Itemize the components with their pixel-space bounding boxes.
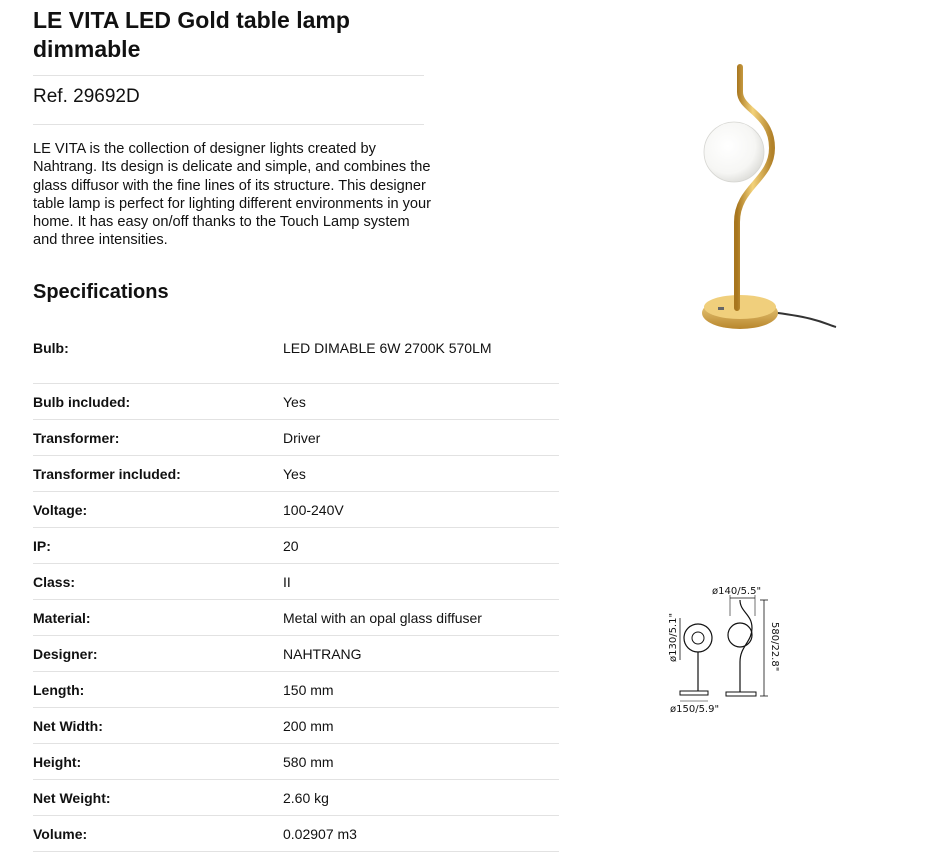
spec-value: Metal with an opal glass diffuser [283, 610, 482, 626]
top-dimension-label: ø140/5.5" [712, 586, 762, 597]
spec-row-net-weight [33, 780, 559, 816]
spec-label: Net Weight: [33, 790, 111, 806]
product-reference: Ref. 29692D [33, 86, 140, 107]
product-description: LE VITA is the collection of designer lights created by Nahtrang. Its design is delicate and simple, and combines the glass diffusor with the fine lines of its structure. This designer table lamp is perfect for lighting different environments in your home. It has easy on/off thanks to the Touch Lamp system and three intensities. [33, 141, 432, 249]
spec-value: 200 mm [283, 718, 334, 734]
spec-value: II [283, 574, 291, 590]
spec-label: IP: [33, 538, 51, 554]
height-dimension-label: 580/22.8" [769, 622, 780, 672]
divider [33, 124, 424, 125]
spec-label: Bulb included: [33, 394, 131, 410]
spec-label: Length: [33, 682, 85, 698]
dimension-drawing [660, 578, 790, 718]
side-dimension-label: ø130/5.1" [668, 612, 679, 662]
spec-value: 150 mm [283, 682, 334, 698]
spec-label: Net Width: [33, 718, 103, 734]
lamp-arm [737, 67, 772, 308]
spec-value: 0.02907 m3 [283, 826, 357, 842]
spec-row-volume [33, 816, 559, 852]
spec-row-material [33, 600, 559, 636]
spec-row-bulb-included [33, 384, 559, 420]
spec-label: Transformer included: [33, 466, 181, 482]
spec-label: Material: [33, 610, 91, 626]
spec-label: Class: [33, 574, 76, 590]
spec-value: LED DIMABLE 6W 2700K 570LM [283, 340, 492, 356]
spec-label: Voltage: [33, 502, 88, 518]
product-title: LE VITA LED Gold table lamp dimmable [33, 7, 350, 62]
spec-label: Designer: [33, 646, 98, 662]
spec-value: 2.60 kg [283, 790, 329, 806]
spec-row-net-width [33, 708, 559, 744]
glass-globe [704, 122, 764, 182]
spec-row-ip [33, 528, 559, 564]
spec-label: Transformer: [33, 430, 120, 446]
spec-row-designer [33, 636, 559, 672]
spec-row-voltage [33, 492, 559, 528]
spec-row-transformer-included [33, 456, 559, 492]
spec-value: 100-240V [283, 502, 344, 518]
spec-row-bulb [33, 330, 559, 384]
spec-value: Yes [283, 394, 306, 410]
base-dimension-label: ø150/5.9" [670, 704, 720, 715]
spec-value: 20 [283, 538, 299, 554]
spec-row-height [33, 744, 559, 780]
spec-value: NAHTRANG [283, 646, 362, 662]
specifications-heading: Specifications [33, 281, 169, 303]
spec-label: Height: [33, 754, 82, 770]
product-image [690, 62, 850, 337]
spec-row-class [33, 564, 559, 600]
spec-value: Yes [283, 466, 306, 482]
specifications-table [33, 330, 559, 852]
spec-label: Volume: [33, 826, 88, 842]
spec-label: Bulb: [33, 340, 69, 356]
spec-row-length [33, 672, 559, 708]
spec-row-transformer [33, 420, 559, 456]
divider [33, 75, 424, 76]
spec-value: 580 mm [283, 754, 334, 770]
spec-value: Driver [283, 430, 321, 446]
